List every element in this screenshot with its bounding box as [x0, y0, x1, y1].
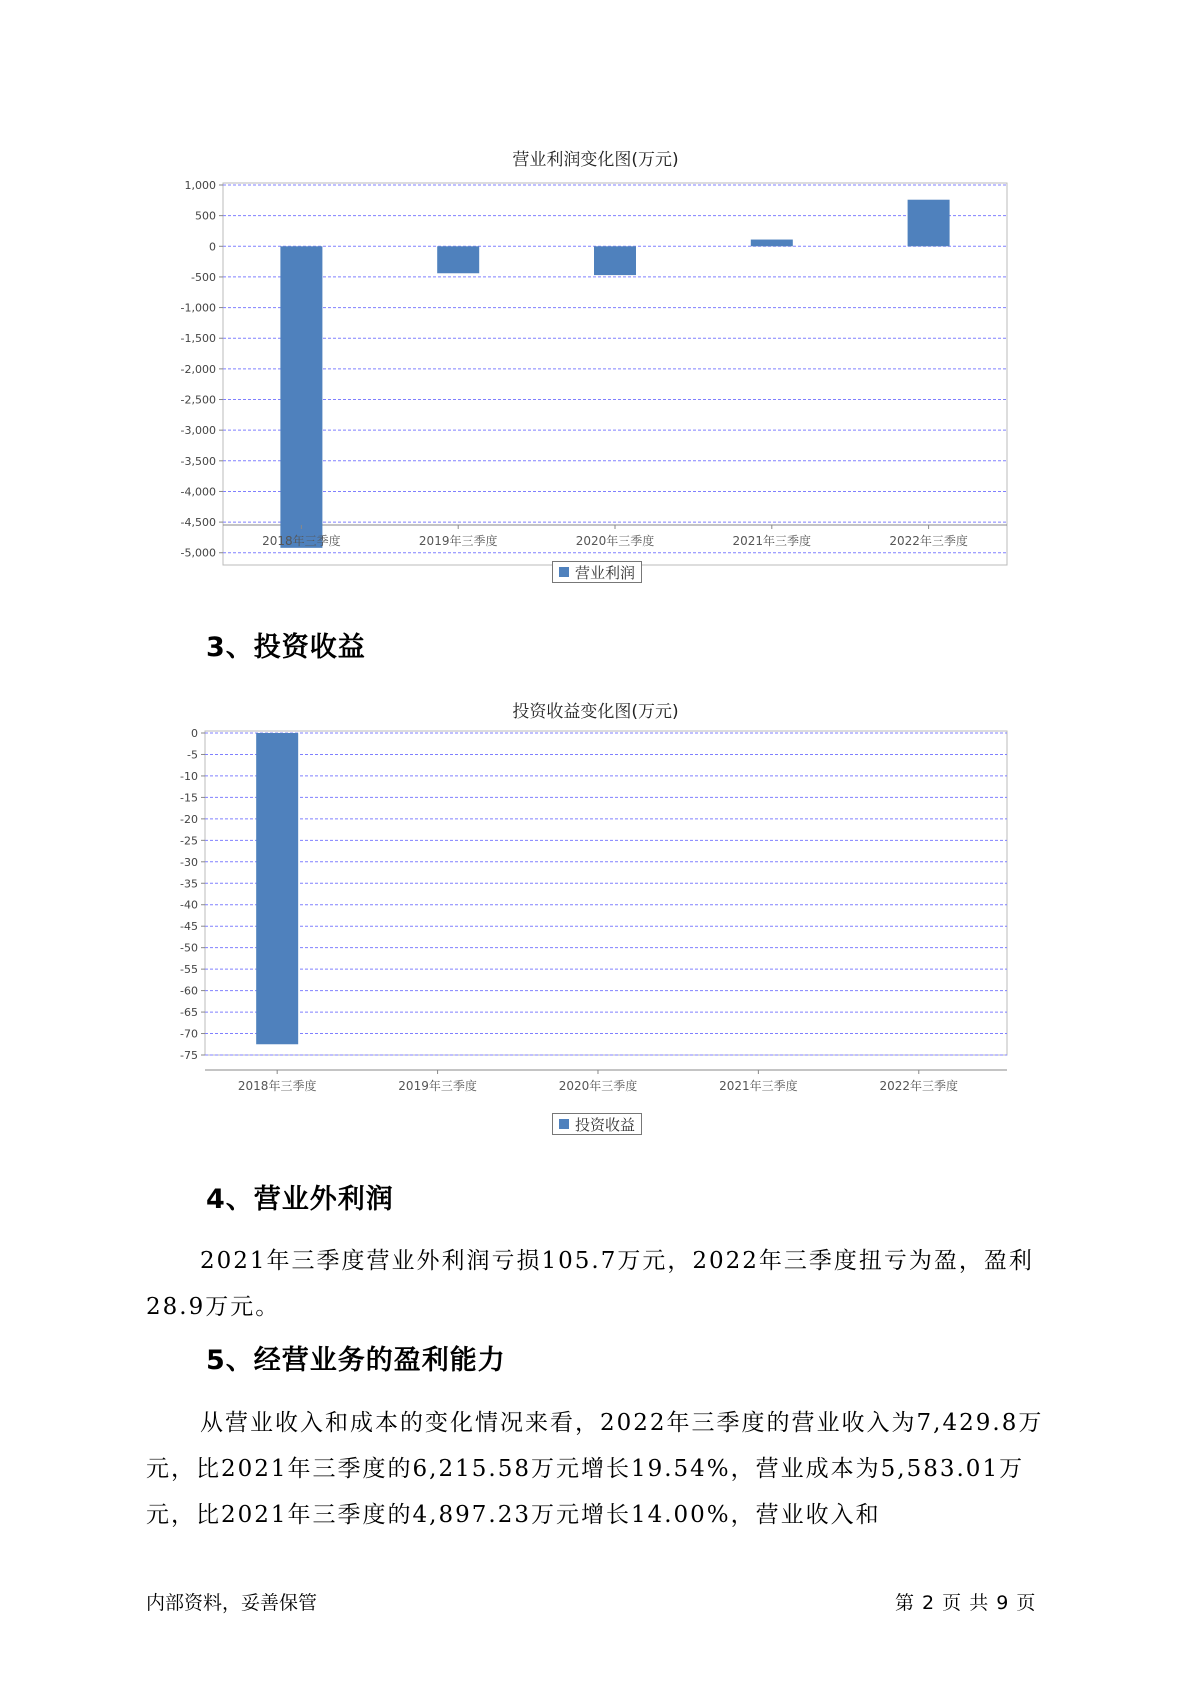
y-tick-label: 500	[195, 209, 216, 223]
x-tick-label: 2019年三季度	[418, 534, 498, 548]
y-tick-label: -1,500	[180, 332, 216, 346]
paragraph-non-operating: 2021年三季度营业外利润亏损105.7万元，2022年三季度扭亏为盈，盈利28.9万元。	[146, 1248, 1034, 1320]
bar	[437, 246, 479, 273]
chart-title-operating-profit: 营业利润变化图(万元)	[512, 150, 679, 170]
section-heading-non-operating: 4、营业外利润	[206, 1184, 394, 1215]
bar	[280, 246, 322, 548]
y-tick-label: -1,000	[180, 301, 216, 315]
legend-label: 投资收益	[575, 1115, 636, 1134]
y-tick-label: -70	[180, 1027, 198, 1041]
footer-confidential-note: 内部资料，妥善保管	[146, 1592, 318, 1614]
y-tick-label: -10	[180, 769, 198, 783]
y-tick-label: -20	[180, 812, 198, 826]
legend-label: 营业利润	[575, 563, 636, 582]
bar	[594, 246, 636, 275]
y-tick-label: -3,000	[180, 424, 216, 438]
y-tick-label: -2,000	[180, 362, 216, 376]
bar	[751, 240, 793, 247]
y-tick-label: -5,000	[180, 546, 216, 560]
y-tick-label: 0	[209, 240, 216, 254]
operating-profit-chart	[0, 170, 1191, 560]
bar	[908, 200, 950, 247]
x-tick-label: 2018年三季度	[237, 1079, 317, 1093]
section-heading-profitability: 5、经营业务的盈利能力	[206, 1345, 506, 1376]
y-tick-label: -65	[180, 1006, 198, 1020]
x-tick-label: 2021年三季度	[719, 1079, 798, 1093]
y-tick-label: -4,000	[180, 485, 216, 499]
investment-income-chart	[0, 720, 1191, 1100]
bar	[256, 733, 298, 1044]
y-tick-label: -25	[180, 834, 198, 848]
x-tick-label: 2018年三季度	[262, 534, 341, 548]
plot-area	[223, 183, 1007, 565]
legend-swatch-icon	[559, 567, 569, 577]
legend-investment-income	[552, 1113, 642, 1135]
plot-area	[205, 731, 1007, 1055]
y-tick-label: -15	[180, 791, 198, 805]
y-tick-label: -40	[180, 898, 198, 912]
x-tick-label: 2020年三季度	[558, 1079, 638, 1093]
x-tick-label: 2019年三季度	[398, 1079, 477, 1093]
y-tick-label: -3,500	[180, 454, 216, 468]
legend-operating-profit	[552, 561, 642, 583]
y-tick-label: -75	[180, 1049, 198, 1062]
legend-swatch-icon	[559, 1119, 569, 1129]
paragraph-profitability: 从营业收入和成本的变化情况来看，2022年三季度的营业收入为7,429.8万元，比2021年三季度的6,215.58万元增长19.54%，营业成本为5,583.01万元，比2021年三季度的4,897.23万元增长14.00%，营业收入和	[146, 1410, 1044, 1528]
x-tick-label: 2022年三季度	[879, 1079, 959, 1093]
y-tick-label: -2,500	[180, 393, 216, 407]
x-tick-label: 2022年三季度	[889, 534, 968, 548]
x-tick-label: 2020年三季度	[575, 534, 655, 548]
footer-page-number: 第 2 页 共 9 页	[895, 1592, 1037, 1614]
y-tick-label: -35	[180, 877, 198, 891]
chart-title-investment-income: 投资收益变化图(万元)	[512, 702, 679, 722]
y-tick-label: -500	[191, 270, 216, 284]
y-tick-label: -4,500	[180, 516, 216, 530]
y-tick-label: -60	[180, 984, 198, 998]
x-tick-label: 2021年三季度	[732, 534, 812, 548]
y-tick-label: -50	[180, 941, 198, 955]
y-tick-label: -55	[180, 963, 198, 977]
y-tick-label: 0	[191, 727, 198, 740]
section-heading-investment: 3、投资收益	[206, 632, 366, 663]
y-tick-label: 1,000	[184, 179, 216, 192]
y-tick-label: -30	[180, 855, 198, 869]
y-tick-label: -45	[180, 920, 198, 934]
y-tick-label: -5	[187, 748, 198, 762]
